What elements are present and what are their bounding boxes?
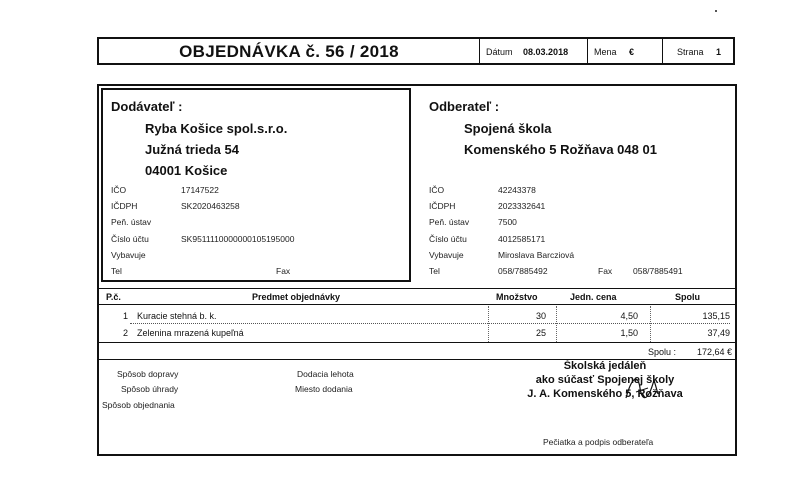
stamp-line-1: Školská jedáleň	[563, 360, 647, 372]
stamp-line-3: J. A. Komenského 5, Rožňava	[527, 388, 683, 400]
supplier-issued-by-label: Vybavuje	[111, 250, 146, 260]
col-separator	[488, 306, 489, 342]
page-field	[677, 39, 721, 63]
customer-icdph: 2023332641	[498, 201, 546, 211]
supplier-account: SK9511110000000105195000	[181, 234, 295, 244]
page-value: 1	[716, 47, 722, 57]
customer-address: Komenského 5 Rožňava 048 01	[464, 142, 657, 157]
row-unit-price: 1,50	[620, 328, 638, 338]
scan-speck	[715, 10, 717, 12]
col-quantity-header: Množstvo	[496, 292, 538, 302]
sum-label: Spolu :	[648, 347, 677, 357]
customer-bank: 7500	[498, 217, 517, 227]
customer-account: 4012585171	[498, 234, 546, 244]
supplier-street: Južná trieda 54	[145, 142, 239, 157]
header-divider	[479, 39, 480, 63]
transport-label: Spôsob dopravy	[117, 369, 179, 379]
col-separator	[556, 306, 557, 342]
row-number: 1	[122, 311, 128, 321]
supplier-tel-label: Tel	[111, 266, 122, 276]
customer-account-label: Číslo účtu	[429, 234, 467, 244]
row-number: 2	[122, 328, 128, 338]
sum-value: 172,64 €	[696, 347, 732, 357]
col-total-header: Spolu	[675, 292, 700, 302]
customer-issued-by: Miroslava Barcziová	[498, 250, 575, 260]
date-value: 08.03.2018	[523, 47, 569, 57]
order-header	[97, 37, 735, 65]
supplier-bank-label: Peň. ústav	[111, 217, 152, 227]
currency-field	[594, 39, 634, 63]
row-total: 135,15	[702, 311, 730, 321]
ordering-label: Spôsob objednania	[102, 400, 175, 410]
date-label: Dátum	[486, 47, 513, 57]
row-quantity: 25	[535, 328, 546, 338]
row-item: Kuracie stehná b. k.	[137, 311, 217, 321]
supplier-title: Dodávateľ :	[111, 99, 183, 114]
payment-label: Spôsob úhrady	[121, 384, 179, 394]
customer-fax: 058/7885491	[633, 266, 683, 276]
row-unit-price: 4,50	[620, 311, 638, 321]
signature-mark-icon	[618, 368, 668, 408]
supplier-box	[101, 88, 411, 282]
supplier-city: 04001 Košice	[145, 163, 228, 178]
row-total: 37,49	[707, 328, 730, 338]
supplier-icdph-label: IČDPH	[111, 201, 138, 211]
customer-tel: 058/7885492	[498, 266, 548, 276]
supplier-ico: 17147522	[181, 185, 219, 195]
customer-issued-by-label: Vybavuje	[429, 250, 464, 260]
supplier-icdph: SK2020463258	[181, 201, 240, 211]
stamp-line-2: ako súčasť Spojenej školy	[535, 374, 675, 386]
customer-ico-label: IČO	[429, 185, 445, 195]
col-item-header: Predmet objednávky	[252, 292, 341, 302]
order-title: OBJEDNÁVKA č. 56 / 2018	[179, 42, 399, 61]
customer-tel-label: Tel	[429, 266, 440, 276]
customer-icdph-label: IČDPH	[429, 201, 456, 211]
customer-fax-label: Fax	[598, 266, 613, 276]
table-header-line	[97, 304, 737, 305]
currency-label: Mena	[594, 47, 617, 57]
table-bottom-line	[97, 342, 737, 343]
customer-title: Odberateľ :	[429, 99, 500, 114]
table-top-line	[97, 288, 737, 289]
col-number-header: P.č.	[106, 292, 121, 302]
customer-bank-label: Peň. ústav	[429, 217, 470, 227]
supplier-account-label: Číslo účtu	[111, 234, 149, 244]
customer-name: Spojená škola	[464, 121, 552, 136]
supplier-ico-label: IČO	[111, 185, 127, 195]
delivery-place-label: Miesto dodania	[295, 384, 353, 394]
header-divider	[662, 39, 663, 63]
page-label: Strana	[677, 47, 704, 57]
row-quantity: 30	[535, 311, 546, 321]
signature-label: Pečiatka a podpis odberateľa	[543, 437, 654, 447]
supplier-fax-label: Fax	[276, 266, 291, 276]
currency-value: €	[629, 47, 635, 57]
supplier-name: Ryba Košice spol.s.r.o.	[145, 121, 288, 136]
customer-ico: 42243378	[498, 185, 536, 195]
delivery-term-label: Dodacia lehota	[297, 369, 354, 379]
col-separator	[650, 306, 651, 342]
col-unit-price-header: Jedn. cena	[570, 292, 617, 302]
row-item: Zelenina mrazená kupeľná	[137, 328, 244, 338]
row-divider	[130, 323, 730, 324]
header-divider	[587, 39, 588, 63]
date-field	[486, 39, 568, 63]
